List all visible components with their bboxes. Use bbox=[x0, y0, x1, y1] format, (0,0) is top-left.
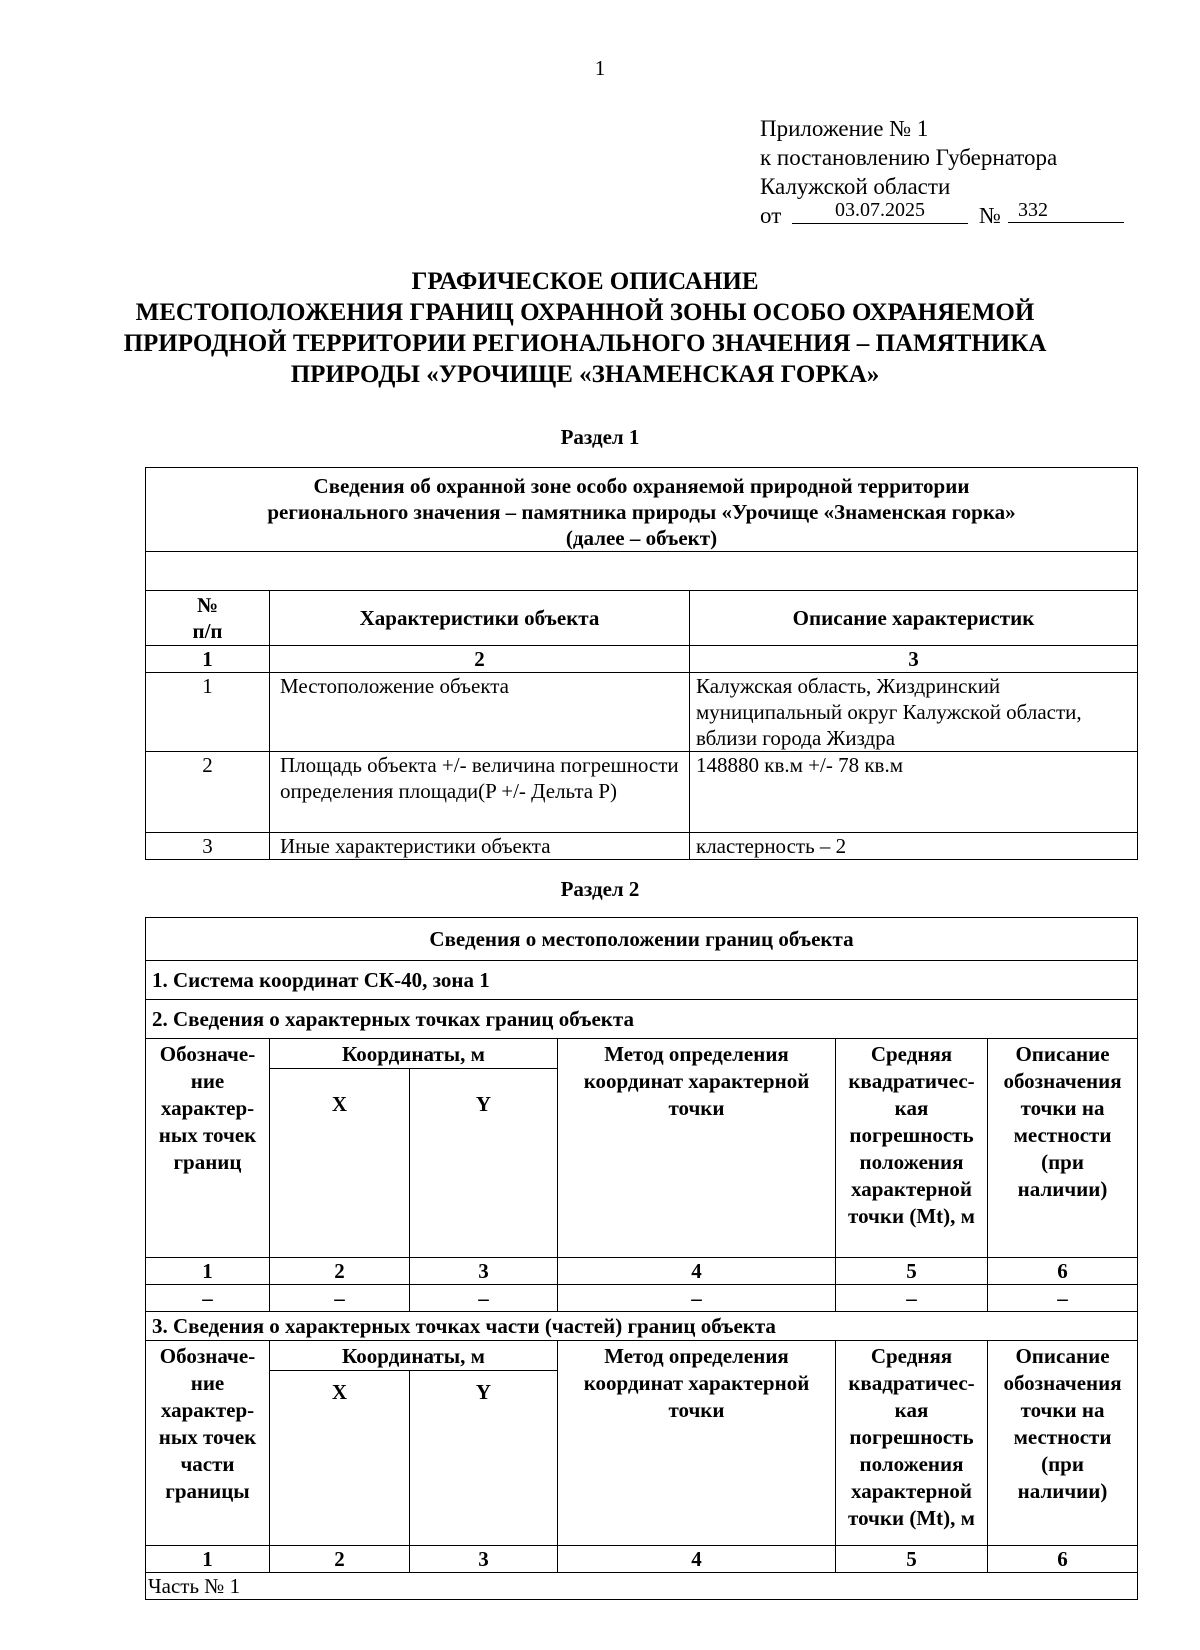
title-line-3: ПРИРОДНОЙ ТЕРРИТОРИИ РЕГИОНАЛЬНОГО ЗНАЧЕНИЯ – ПАМЯТНИКА bbox=[123, 330, 1047, 357]
header-error: Средняя квадратичес- кая погрешность положения характерной точки (Mt), м bbox=[836, 1341, 988, 1546]
empty-cell bbox=[146, 552, 1138, 591]
col-num-2: 2 bbox=[270, 646, 690, 673]
section2-table-title: Сведения о местоположении границ объекта bbox=[146, 918, 1138, 961]
page-number: 1 bbox=[594, 56, 606, 80]
from-label: от bbox=[760, 203, 782, 228]
dash-cell: – bbox=[146, 1285, 270, 1312]
part-label: Часть № 1 bbox=[146, 1573, 1138, 1600]
approval-line-2: к постановлению Губернатора bbox=[760, 145, 1058, 170]
boundary-points-heading: 2. Сведения о характерных точках границ объекта bbox=[146, 1000, 1138, 1039]
header-coordinates: Координаты, м bbox=[270, 1039, 558, 1069]
header-y: Y bbox=[410, 1371, 558, 1546]
col-num-1: 1 bbox=[146, 1258, 270, 1285]
item-row bbox=[146, 1000, 1138, 1039]
row-value: кластерность – 2 bbox=[690, 833, 1138, 860]
header-x: X bbox=[270, 1371, 410, 1546]
col-num-6: 6 bbox=[988, 1258, 1138, 1285]
title-line-2: МЕСТОПОЛОЖЕНИЯ ГРАНИЦ ОХРАННОЙ ЗОНЫ ОСОБО ОХРАНЯЕМОЙ bbox=[135, 299, 1035, 326]
row-value: 148880 кв.м +/- 78 кв.м bbox=[690, 752, 1138, 833]
header-method: Метод определения координат характерной точки bbox=[558, 1341, 836, 1546]
item-row bbox=[146, 1312, 1138, 1341]
header-row bbox=[146, 591, 1138, 646]
dash-cell: – bbox=[558, 1285, 836, 1312]
col-num-5: 5 bbox=[836, 1258, 988, 1285]
document-title bbox=[40, 266, 1130, 390]
header-row bbox=[146, 1341, 1138, 1371]
col-num-6: 6 bbox=[988, 1546, 1138, 1573]
column-number-row bbox=[146, 1546, 1138, 1573]
header-designation: Обозначе- ние характер- ных точек границ bbox=[146, 1039, 270, 1258]
col-num-5: 5 bbox=[836, 1546, 988, 1573]
section1-table bbox=[145, 467, 1138, 860]
part-points-heading: 3. Сведения о характерных точках части (частей) границ объекта bbox=[146, 1312, 1138, 1341]
approval-block bbox=[760, 114, 1180, 230]
table-title-line-3: (далее – объект) bbox=[565, 526, 718, 550]
col-num-3: 3 bbox=[410, 1546, 558, 1573]
header-description: Описание характеристик bbox=[690, 591, 1138, 646]
header-row bbox=[146, 1039, 1138, 1069]
row-num: 2 bbox=[146, 752, 270, 833]
dash-cell: – bbox=[270, 1285, 410, 1312]
col-num-4: 4 bbox=[558, 1258, 836, 1285]
empty-data-row bbox=[146, 1285, 1138, 1312]
header-num: № п/п bbox=[146, 591, 270, 646]
section2-table bbox=[145, 917, 1138, 1600]
table-title-line-2: регионального значения – памятника природы «Урочище «Знаменская горка» bbox=[267, 500, 1016, 524]
row-num: 3 bbox=[146, 833, 270, 860]
approval-signature-row bbox=[760, 201, 1180, 230]
header-point-description: Описание обозначения точки на местности (при наличии) bbox=[988, 1039, 1138, 1258]
number-label: № bbox=[979, 203, 1001, 228]
row-value: Калужская область, Жиздринский муниципальный округ Калужской области, вблизи города Жиздра bbox=[690, 673, 1138, 752]
row-name: Иные характеристики объекта bbox=[270, 833, 690, 860]
col-num-1: 1 bbox=[146, 1546, 270, 1573]
section1-heading: Раздел 1 bbox=[560, 425, 640, 449]
col-num-3: 3 bbox=[690, 646, 1138, 673]
header-x: X bbox=[270, 1069, 410, 1258]
header-designation-part: Обозначе- ние характер- ных точек части границы bbox=[146, 1341, 270, 1546]
spacer-row bbox=[146, 552, 1138, 591]
table-row bbox=[146, 833, 1138, 860]
table-title-row bbox=[146, 918, 1138, 961]
table-row bbox=[146, 673, 1138, 752]
approval-number: 332 bbox=[1008, 196, 1124, 223]
title-line-4: ПРИРОДЫ «УРОЧИЩЕ «ЗНАМЕНСКАЯ ГОРКА» bbox=[290, 361, 880, 388]
col-num-3: 3 bbox=[410, 1258, 558, 1285]
col-num-2: 2 bbox=[270, 1546, 410, 1573]
title-line-1: ГРАФИЧЕСКОЕ ОПИСАНИЕ bbox=[411, 268, 759, 295]
item-row bbox=[146, 961, 1138, 1000]
header-characteristics: Характеристики объекта bbox=[270, 591, 690, 646]
col-num-4: 4 bbox=[558, 1546, 836, 1573]
table-row bbox=[146, 752, 1138, 833]
row-name: Площадь объекта +/- величина погрешности определения площади(P +/- Дельта P) bbox=[270, 752, 690, 833]
header-coordinates: Координаты, м bbox=[270, 1341, 558, 1371]
table-title-line-1: Сведения об охранной зоне особо охраняемой природной территории bbox=[313, 474, 970, 498]
col-num-2: 2 bbox=[270, 1258, 410, 1285]
row-num: 1 bbox=[146, 673, 270, 752]
dash-cell: – bbox=[836, 1285, 988, 1312]
column-number-row bbox=[146, 646, 1138, 673]
dash-cell: – bbox=[988, 1285, 1138, 1312]
approval-line-1: Приложение № 1 bbox=[760, 116, 929, 141]
part-row bbox=[146, 1573, 1138, 1600]
approval-line-3: Калужской области bbox=[760, 174, 951, 199]
header-y: Y bbox=[410, 1069, 558, 1258]
row-name: Местоположение объекта bbox=[270, 673, 690, 752]
header-method: Метод определения координат характерной точки bbox=[558, 1039, 836, 1258]
coordinate-system: 1. Система координат СК-40, зона 1 bbox=[146, 961, 1138, 1000]
col-num-1: 1 bbox=[146, 646, 270, 673]
approval-date: 03.07.2025 bbox=[792, 196, 968, 224]
dash-cell: – bbox=[410, 1285, 558, 1312]
table-title-row bbox=[146, 468, 1138, 552]
section1-table-title bbox=[146, 468, 1138, 552]
column-number-row bbox=[146, 1258, 1138, 1285]
section2-heading: Раздел 2 bbox=[560, 877, 640, 901]
header-error: Средняя квадратичес- кая погрешность положения характерной точки (Mt), м bbox=[836, 1039, 988, 1258]
header-point-description: Описание обозначения точки на местности (при наличии) bbox=[988, 1341, 1138, 1546]
